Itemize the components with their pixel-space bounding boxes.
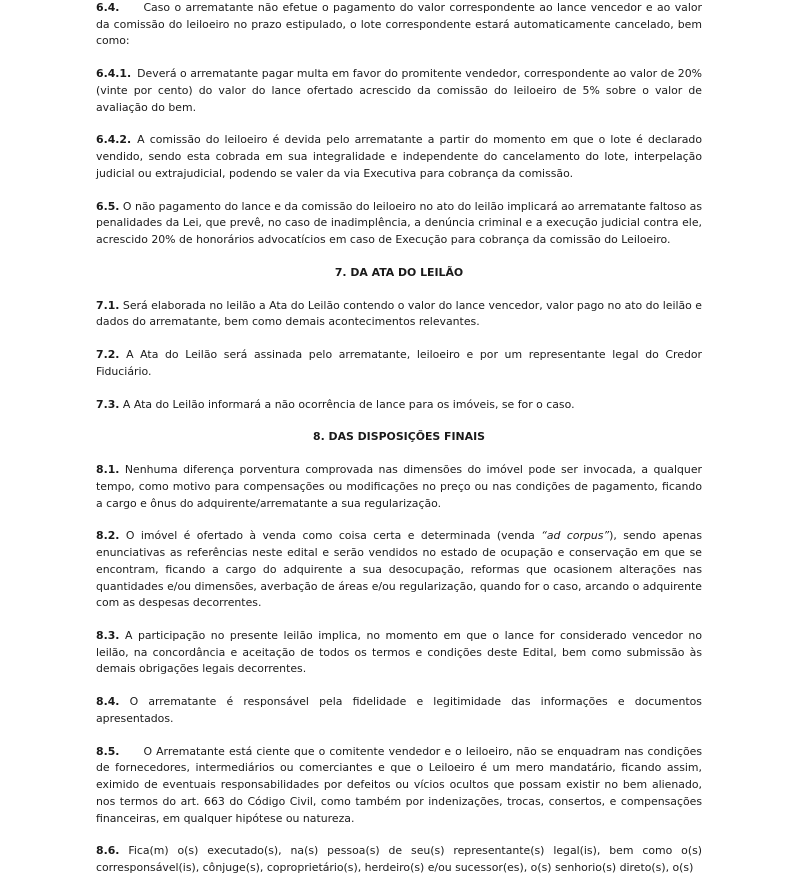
clause-8-5 — [96, 744, 702, 828]
clause-number: 7.1. — [96, 298, 120, 312]
clause-text: Caso o arrematante não efetue o pagamento do valor correspondente ao lance vencedor e ao valor da comissão do leiloeiro no prazo estipulado, o lote correspondente estará automaticamente cancelado, bem como: — [96, 1, 702, 48]
clause-6-5 — [96, 199, 702, 249]
clause-number: 8.2. — [96, 529, 120, 543]
clause-text: A Ata do Leilão será assinada pelo arrematante, leiloeiro e por um representante legal do Credor Fiduciário. — [96, 348, 702, 378]
clause-8-1 — [96, 462, 702, 512]
clause-text: Será elaborada no leilão a Ata do Leilão contendo o valor do lance vencedor, valor pago no ato do leilão e dados do arrematante, bem como demais acontecimentos relevantes. — [96, 298, 703, 329]
clause-8-4 — [96, 694, 702, 727]
document-page — [96, 0, 702, 893]
clause-text: A Ata do Leilão informará a não ocorrência de lance para os imóveis, se for o caso. — [122, 397, 575, 411]
clause-text-before: O imóvel é ofertado à venda como coisa certa e determinada (venda — [125, 529, 542, 543]
clause-8-2 — [96, 528, 702, 612]
clause-6-4-2 — [96, 132, 702, 182]
clause-text: O não pagamento do lance e da comissão do leiloeiro no ato do leilão implicará ao arrematante faltoso as penalidades da Lei, que prevê, no caso de inadimplência, a denúncia criminal e a execução judicial contra ele, acrescido 20% de honorários advocatícios em caso de Execução para cobrança da comissão do Leiloeiro. — [96, 199, 702, 247]
clause-number: 6.4.1. — [96, 67, 132, 81]
clause-6-4 — [96, 0, 702, 50]
clause-text: Deverá o arrematante pagar multa em favor do promitente vendedor, correspondente ao valor de 20% (vinte por cento) do valor do lance ofertado acrescido da comissão do leiloeiro de 5% sobre o valor de avaliação do bem. — [96, 67, 702, 114]
clause-7-2 — [96, 347, 702, 380]
clause-text: Nenhuma diferença porventura comprovada nas dimensões do imóvel pode ser invocada, a qualquer tempo, como motivo para compensações ou modificações no preço ou nas condições de pagamento, ficando a cargo e ônus do adquirente/arrematante a sua regularização. — [96, 463, 702, 510]
clause-7-1 — [96, 298, 702, 331]
clause-number: 6.4. — [96, 1, 120, 14]
clause-number: 6.4.2. — [96, 133, 132, 147]
clause-8-3 — [96, 628, 702, 678]
clause-7-3 — [96, 397, 702, 414]
clause-number: 8.3. — [96, 629, 120, 643]
clause-emphasis: “ad corpus” — [541, 529, 610, 543]
clause-text: O Arrematante está ciente que o comitente vendedor e o leiloeiro, não se enquadram nas condições de fornecedores, intermediários ou comerciantes e que o Leiloeiro é um mero mandatário, ficando assim, eximido de eventuais responsabilidades por defeitos ou vícios ocultos que possam existir no bem alienado, nos termos do art. 663 do Código Civil, como também por indenizações, trocas, consertos, e compensações financeiras, em qualquer hipótese ou natureza. — [96, 744, 702, 825]
clause-8-6 — [96, 843, 702, 876]
clause-number: 7.3. — [96, 397, 120, 411]
clause-number: 7.2. — [96, 348, 120, 362]
clause-text: O arrematante é responsável pela fidelidade e legitimidade das informações e documentos apresentados. — [96, 695, 702, 725]
clause-text: Fica(m) o(s) executado(s), na(s) pessoa(s) de seu(s) representante(s) legal(is), bem como o(s) corresponsável(is), cônjuge(s), coproprietário(s), herdeiro(s) e/ou sucessor(es), o(s) senhorio(s) direto(s), o(s) — [96, 844, 702, 875]
clause-text: A participação no presente leilão implica, no momento em que o lance for considerado vencedor no leilão, na concordância e aceitação de todos os termos e condições deste Edital, bem como submissão às demais obrigações legais decorrentes. — [96, 629, 702, 676]
clause-6-4-1 — [96, 66, 702, 116]
clause-number: 8.6. — [96, 844, 120, 858]
clause-number: 8.4. — [96, 695, 120, 709]
clause-text: A comissão do leiloeiro é devida pelo arrematante a partir do momento em que o lote é declarado vendido, sendo esta cobrada em sua integralidade e independente do cancelamento do lote, interpelação judicial ou extrajudicial, podendo se valer da via Executiva para cobrança da comissão. — [96, 133, 702, 180]
clause-text-after: ), sendo apenas enunciativas as referências neste edital e serão vendidos no estado de ocupação e conservação em que se encontram, ficando a cargo do adquirente a sua desocupação, reformas que ocasionem alterações nas quantidades e/ou dimensões, averbação de áreas e/ou regularização, quando for o caso, arcando o adquirente com as despesas decorrentes. — [96, 529, 702, 610]
clause-number: 6.5. — [96, 199, 120, 213]
clause-number: 8.1. — [96, 463, 120, 477]
section-heading-8: 8. DAS DISPOSIÇÕES FINAIS — [313, 430, 485, 444]
clause-number: 8.5. — [96, 744, 120, 758]
section-heading-7: 7. DA ATA DO LEILÃO — [334, 265, 464, 279]
